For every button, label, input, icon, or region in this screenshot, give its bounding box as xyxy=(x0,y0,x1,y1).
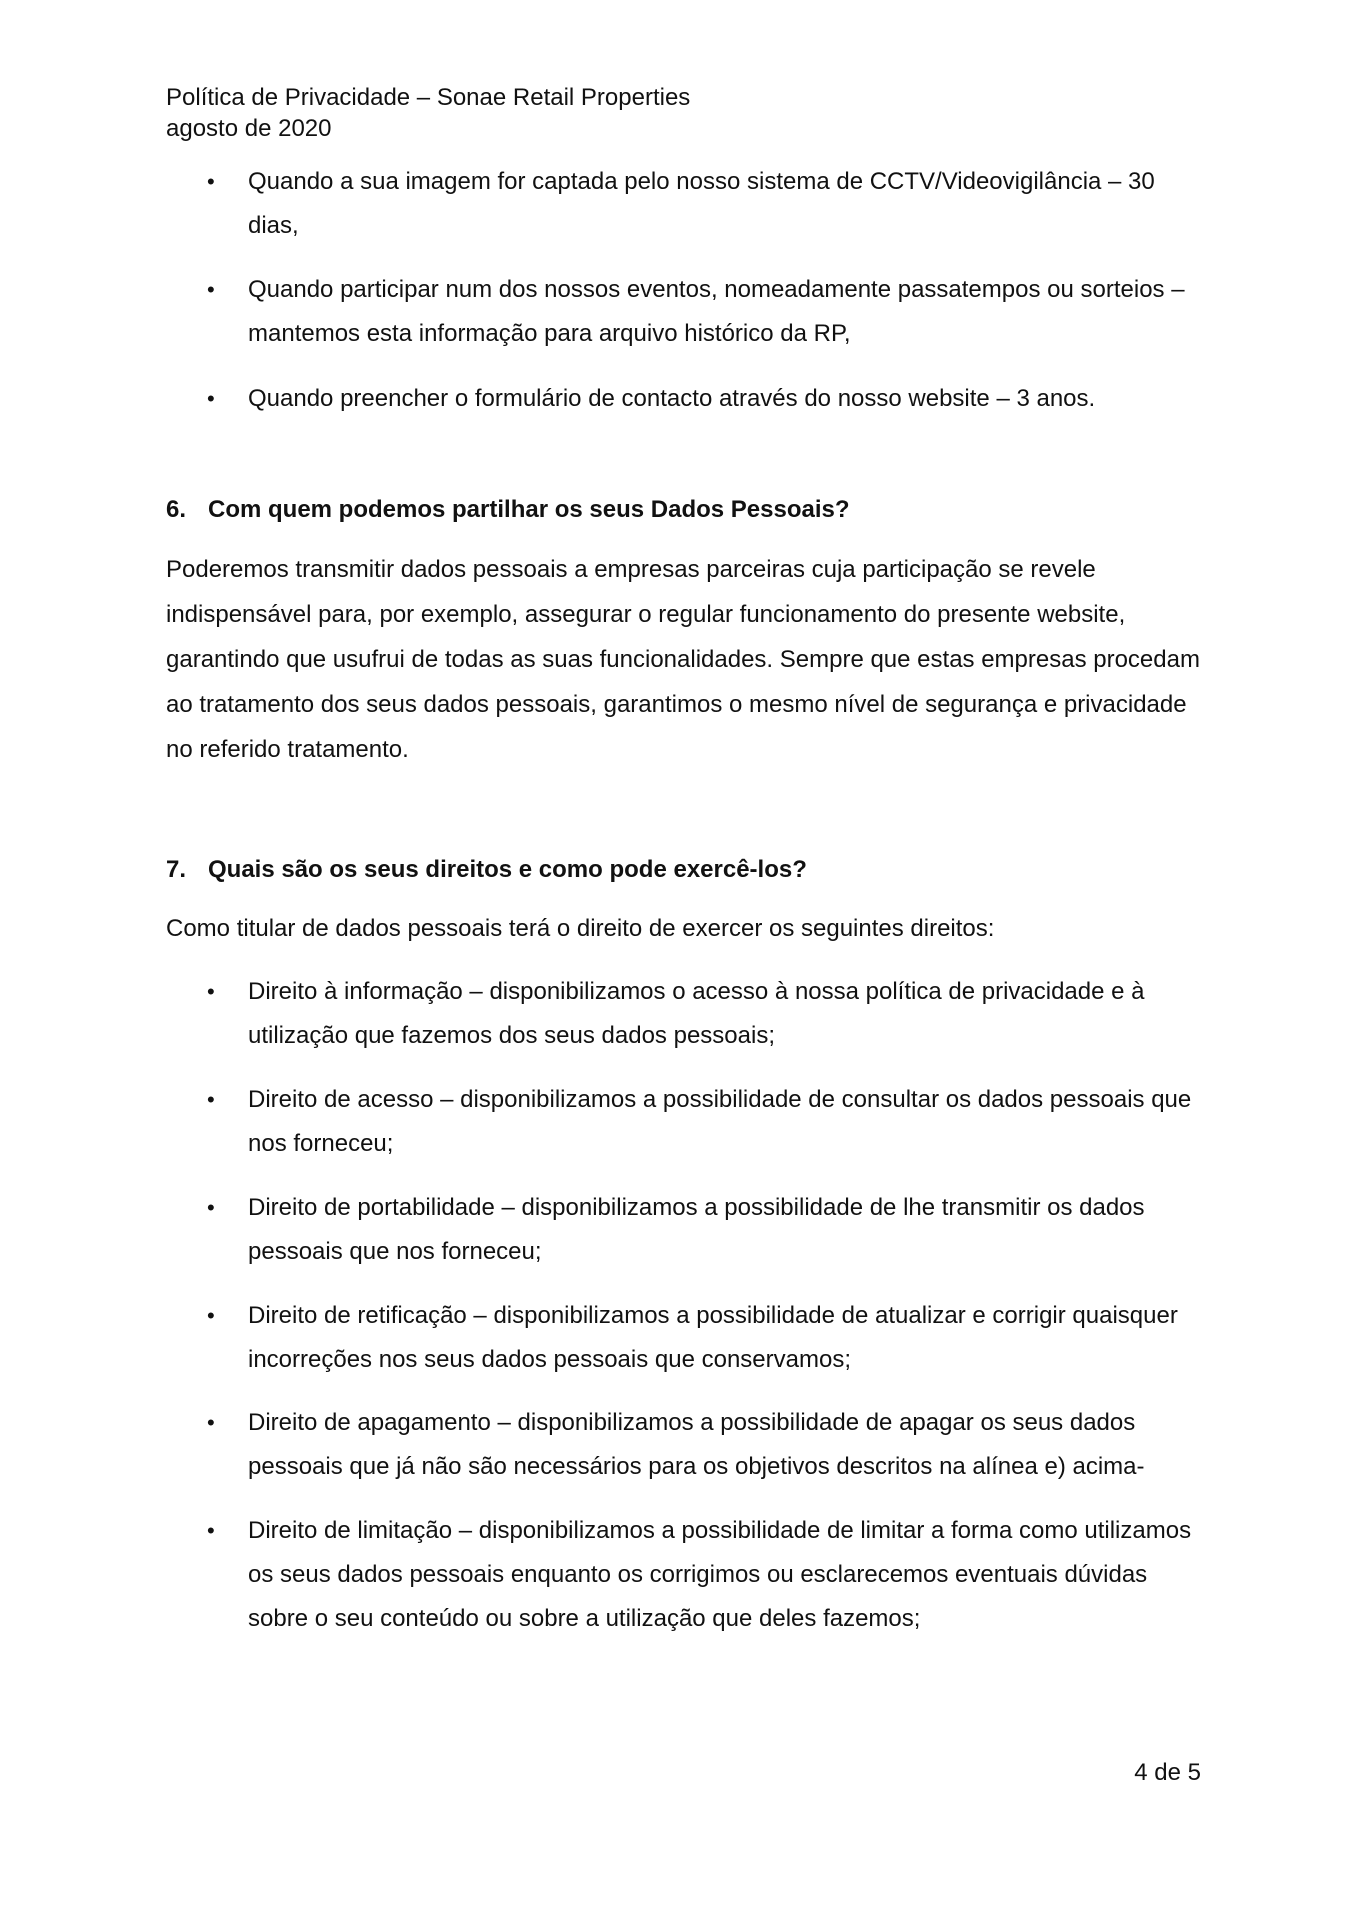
section-title-text: Quais são os seus direitos e como pode exercê-los? xyxy=(208,856,807,883)
list-item-text: Direito de retificação – disponibilizamos a possibilidade de atualizar e corrigir quaisquer incorreções nos seus dados pessoais que conservamos; xyxy=(248,1302,1178,1373)
document-title: Política de Privacidade – Sonae Retail Properties xyxy=(166,84,691,111)
section-number: 6. xyxy=(166,496,187,523)
page-header xyxy=(166,82,690,144)
bullet-icon: • xyxy=(207,979,215,1004)
section-title-text: Com quem podemos partilhar os seus Dados Pessoais? xyxy=(208,496,850,523)
list-item-text: Direito de acesso – disponibilizamos a possibilidade de consultar os dados pessoais que nos forneceu; xyxy=(248,1086,1192,1157)
bullet-icon: • xyxy=(207,277,215,302)
section-6-body: Poderemos transmitir dados pessoais a empresas parceiras cuja participação se revele indispensável para, por exemplo, assegurar o regular funcionamento do presente website, garantindo que usufrui de todas as suas funcionalidades. Sempre que estas empresas procedam ao tratamento dos seus dados pessoais, garantimos o mesmo nível de segurança e privacidade no referido tratamento. xyxy=(166,556,1200,763)
page-number: 4 de 5 xyxy=(1134,1759,1201,1786)
section-number: 7. xyxy=(166,856,187,883)
section-6-heading xyxy=(166,495,850,525)
section-7-intro: Como titular de dados pessoais terá o direito de exercer os seguintes direitos: xyxy=(166,915,995,942)
list-item-text: Direito à informação – disponibilizamos o acesso à nossa política de privacidade e à utilização que fazemos dos seus dados pessoais; xyxy=(248,978,1145,1049)
bullet-icon: • xyxy=(207,169,215,194)
list-item-text: Direito de apagamento – disponibilizamos a possibilidade de apagar os seus dados pessoais que já não são necessários para os objetivos descritos na alínea e) acima- xyxy=(248,1409,1145,1480)
document-date: agosto de 2020 xyxy=(166,115,332,142)
list-item-text: Quando preencher o formulário de contacto através do nosso website – 3 anos. xyxy=(248,385,1096,412)
bullet-icon: • xyxy=(207,1195,215,1220)
section-7-heading xyxy=(166,855,807,885)
bullet-icon: • xyxy=(207,1410,215,1435)
list-item-text: Quando participar num dos nossos eventos, nomeadamente passatempos ou sorteios – mantemos esta informação para arquivo histórico da RP, xyxy=(248,276,1185,347)
bullet-icon: • xyxy=(207,1087,215,1112)
list-item-text: Quando a sua imagem for captada pelo nosso sistema de CCTV/Videovigilância – 30 dias, xyxy=(248,168,1155,239)
bullet-icon: • xyxy=(207,1518,215,1543)
list-item-text: Direito de limitação – disponibilizamos a possibilidade de limitar a forma como utilizamos os seus dados pessoais enquanto os corrigimos ou esclarecemos eventuais dúvidas sobre o seu conteúdo ou sobre a utilização que deles fazemos; xyxy=(248,1517,1192,1632)
list-item-text: Direito de portabilidade – disponibilizamos a possibilidade de lhe transmitir os dados pessoais que nos forneceu; xyxy=(248,1194,1145,1265)
bullet-icon: • xyxy=(207,1303,215,1328)
bullet-icon: • xyxy=(207,386,215,411)
